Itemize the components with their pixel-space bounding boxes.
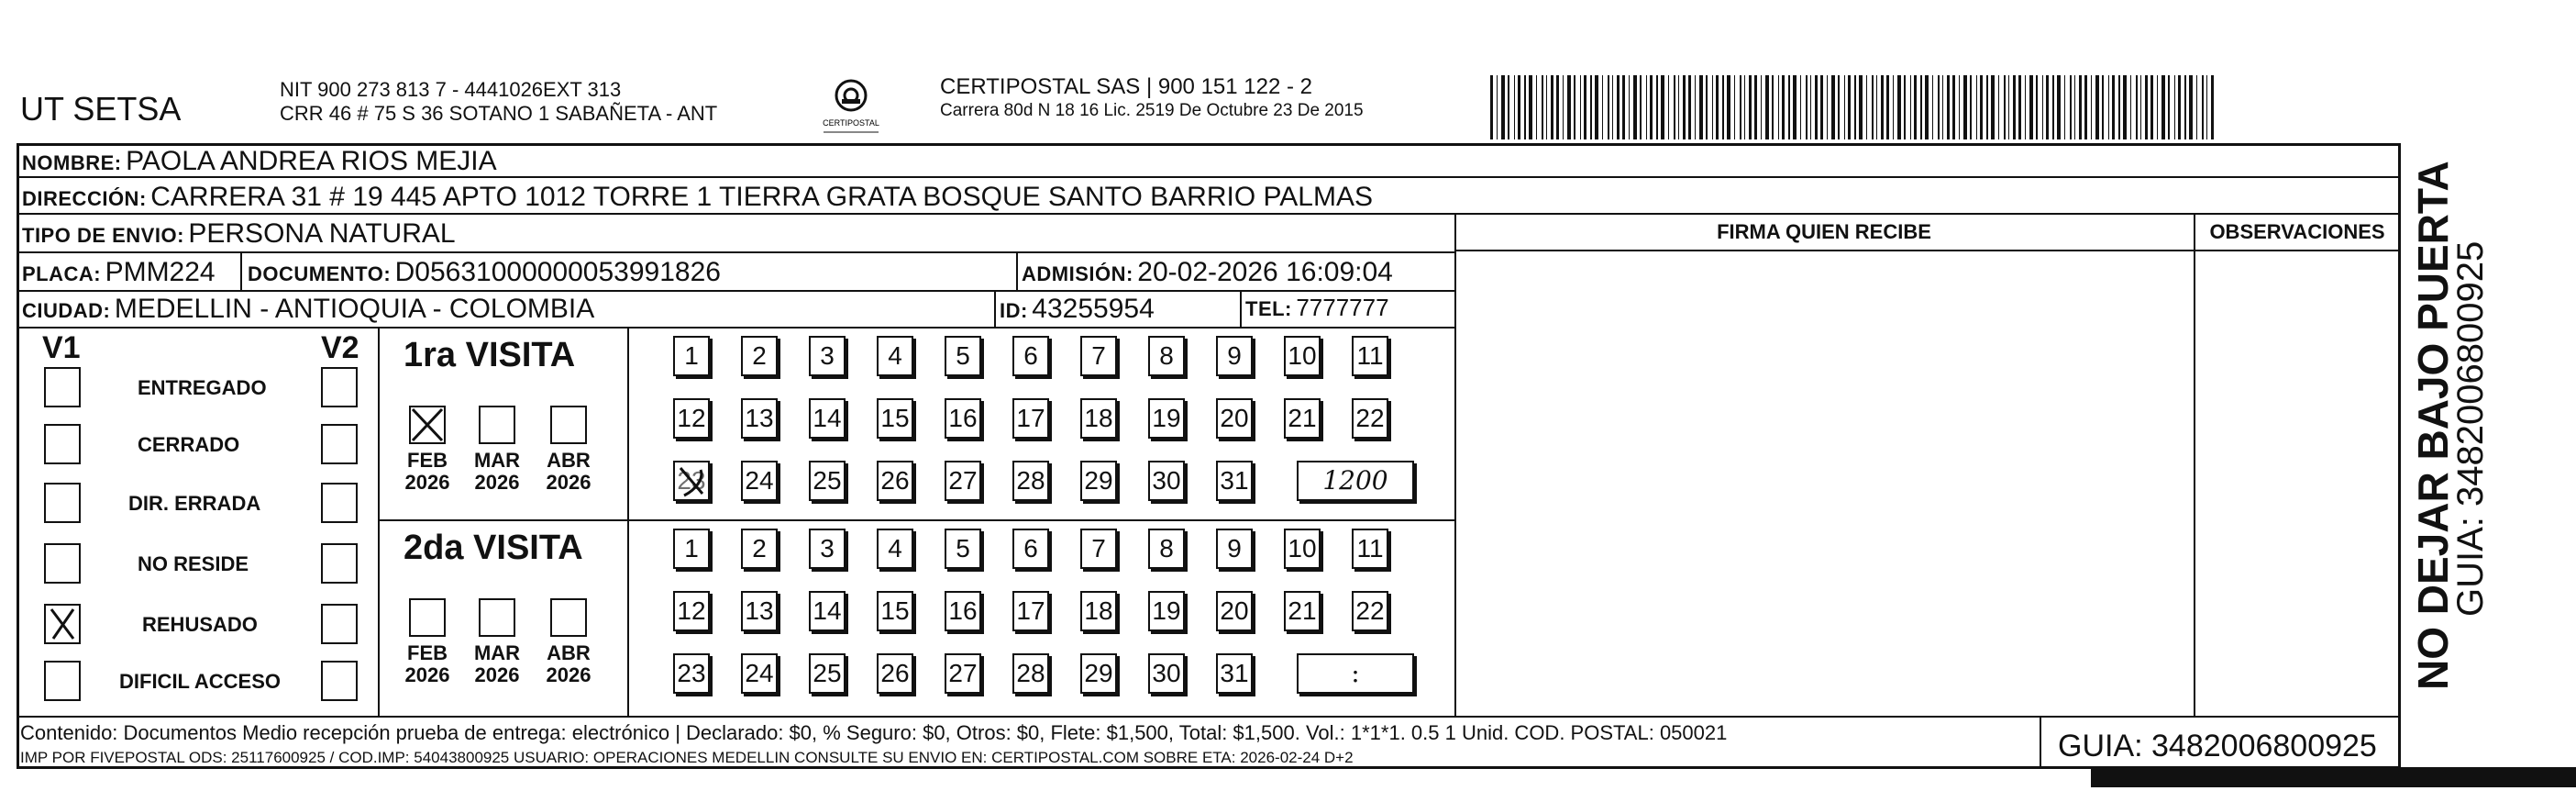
barcode-bar: [1551, 75, 1553, 139]
barcode-bar: [1542, 75, 1543, 139]
month-year: 2026: [404, 471, 450, 494]
barcode-bar: [1938, 75, 1940, 139]
barcode-bar: [1749, 75, 1752, 139]
barcode-bar: [2042, 75, 2043, 139]
barcode-bar: [1970, 75, 1972, 139]
barcode-bar: [1925, 75, 1929, 139]
month-checkbox[interactable]: [550, 406, 587, 444]
day-box[interactable]: 4: [877, 529, 913, 569]
barcode-bar: [1640, 75, 1642, 139]
brand-name: UT SETSA: [20, 90, 182, 128]
barcode-bar: [1727, 75, 1730, 139]
day-box[interactable]: 25: [809, 461, 846, 501]
barcode-bar: [1952, 75, 1955, 139]
ciudad-value: MEDELLIN - ANTIOQUIA - COLOMBIA: [114, 294, 595, 324]
barcode-bar: [1722, 75, 1724, 139]
day-box[interactable]: 17: [1012, 591, 1049, 631]
day-box[interactable]: 2: [741, 529, 778, 569]
month-name: MAR: [473, 449, 521, 472]
barcode-bar: [1893, 75, 1894, 139]
month-label: [470, 642, 525, 686]
barcode-bar: [1668, 75, 1669, 139]
month-name: ABR: [547, 449, 591, 472]
barcode-bar: [2157, 75, 2158, 139]
day-box[interactable]: 16: [945, 398, 981, 439]
tel-value: 7777777: [1296, 294, 1389, 321]
barcode-bar: [1674, 75, 1675, 139]
admision-field: [1022, 257, 1393, 288]
courier-license: Carrera 80d N 18 16 Lic. 2519 De Octubre 23 De 2015: [940, 101, 1364, 120]
day-box[interactable]: 25: [809, 653, 846, 694]
day-box[interactable]: 11: [1352, 336, 1388, 376]
barcode-bar: [1976, 75, 1977, 139]
id-value: 43255954: [1032, 294, 1155, 324]
documento-field: [248, 257, 721, 288]
svg-text:CERTIPOSTAL: CERTIPOSTAL: [823, 118, 879, 128]
barcode-bar: [2112, 75, 2115, 139]
day-box[interactable]: 27: [945, 461, 981, 501]
day-box[interactable]: 1: [673, 529, 710, 569]
direccion-value: CARRERA 31 # 19 445 APTO 1012 TORRE 1 TIERRA GRATA BOSQUE SANTO BARRIO PALMAS: [150, 182, 1373, 212]
edge-shadow: [2091, 767, 2576, 787]
day-box[interactable]: 9: [1216, 529, 1253, 569]
firma-header: FIRMA QUIEN RECIBE: [1717, 220, 1931, 243]
day-box[interactable]: 6: [1012, 336, 1049, 376]
barcode-bar: [1646, 75, 1647, 139]
status-v2-checkbox[interactable]: [321, 661, 358, 701]
status-v2-checkbox[interactable]: [321, 367, 358, 407]
barcode-bar: [1712, 75, 1713, 139]
day-box[interactable]: 21: [1284, 591, 1321, 631]
barcode-bar: [1782, 75, 1785, 139]
barcode-bar: [1947, 75, 1950, 139]
barcode-bar: [1897, 75, 1901, 139]
barcode-bar: [1508, 75, 1509, 139]
day-box[interactable]: 12: [673, 398, 710, 439]
barcode: [1490, 75, 2219, 139]
day-box[interactable]: 23: [673, 653, 710, 694]
nombre-value: PAOLA ANDREA RIOS MEJIA: [126, 146, 497, 176]
barcode-bar: [1678, 75, 1679, 139]
day-box[interactable]: 6: [1012, 529, 1049, 569]
month-checkbox[interactable]: [479, 406, 515, 444]
barcode-bar: [1602, 75, 1603, 139]
barcode-bar: [2140, 75, 2141, 139]
day-box[interactable]: 26: [877, 461, 913, 501]
month-label: [470, 450, 525, 494]
day-box[interactable]: 31: [1216, 461, 1253, 501]
barcode-bar: [1661, 75, 1664, 139]
day-box[interactable]: 8: [1148, 336, 1185, 376]
barcode-bar: [1932, 75, 1933, 139]
status-v2-checkbox[interactable]: [321, 483, 358, 523]
barcode-bar: [2074, 75, 2075, 139]
barcode-bar: [1656, 75, 1658, 139]
day-box[interactable]: 10: [1284, 529, 1321, 569]
barcode-bar: [1920, 75, 1922, 139]
barcode-bar: [1963, 75, 1967, 139]
barcode-bar: [1608, 75, 1609, 139]
admision-label: ADMISIÓN:: [1022, 262, 1133, 285]
day-box[interactable]: 22: [1352, 591, 1388, 631]
barcode-bar: [1650, 75, 1653, 139]
month-checkbox[interactable]: [409, 406, 446, 444]
day-box[interactable]: 18: [1080, 398, 1117, 439]
observaciones-header: OBSERVACIONES: [2209, 220, 2385, 243]
tipo-envio-row: [22, 218, 456, 250]
status-v1-checkbox[interactable]: [44, 543, 81, 584]
barcode-bar: [2211, 75, 2214, 139]
placa-value: PMM224: [105, 257, 216, 287]
barcode-bar: [1699, 75, 1703, 139]
day-box[interactable]: 5: [945, 529, 981, 569]
status-label: CERRADO: [138, 433, 240, 456]
day-box[interactable]: 5: [945, 336, 981, 376]
barcode-bar: [1876, 75, 1877, 139]
barcode-bar: [2206, 75, 2207, 139]
time-box[interactable]: :: [1297, 653, 1414, 694]
barcode-bar: [1617, 75, 1620, 139]
month-name: ABR: [547, 641, 591, 664]
day-box[interactable]: 24: [741, 653, 778, 694]
barcode-bar: [1806, 75, 1808, 139]
status-v2-checkbox[interactable]: [321, 604, 358, 644]
day-box[interactable]: 19: [1148, 591, 1185, 631]
barcode-bar: [2013, 75, 2016, 139]
day-box[interactable]: 27: [945, 653, 981, 694]
month-label: [400, 450, 455, 494]
day-box[interactable]: 18: [1080, 591, 1117, 631]
barcode-bar: [1567, 75, 1571, 139]
barcode-bar: [2130, 75, 2131, 139]
barcode-bar: [1831, 75, 1835, 139]
placa-field: [22, 257, 216, 288]
day-box[interactable]: 28: [1012, 653, 1049, 694]
barcode-bar: [1800, 75, 1801, 139]
barcode-bar: [1706, 75, 1708, 139]
barcode-bar: [1584, 75, 1587, 139]
direccion-label: DIRECCIÓN:: [22, 187, 147, 210]
day-box[interactable]: 14: [809, 398, 846, 439]
barcode-bar: [1872, 75, 1874, 139]
day-box[interactable]: 19: [1148, 398, 1185, 439]
barcode-bar: [2029, 75, 2033, 139]
day-box[interactable]: 20: [1216, 591, 1253, 631]
barcode-bar: [1563, 75, 1564, 139]
month-checkbox[interactable]: [479, 598, 515, 637]
barcode-bar: [2036, 75, 2038, 139]
barcode-bar: [1754, 75, 1757, 139]
barcode-bar: [2004, 75, 2006, 139]
barcode-bar: [1820, 75, 1823, 139]
admision-value: 20-02-2026 16:09:04: [1137, 257, 1393, 287]
day-box[interactable]: 20: [1216, 398, 1253, 439]
day-box[interactable]: 4: [877, 336, 913, 376]
month-checkbox[interactable]: [409, 598, 446, 637]
barcode-bar: [2025, 75, 2026, 139]
barcode-bar: [2150, 75, 2153, 139]
month-year: 2026: [474, 471, 520, 494]
barcode-bar: [1716, 75, 1719, 139]
barcode-bar: [1959, 75, 1960, 139]
sender-address: CRR 46 # 75 S 36 SOTANO 1 SABAÑETA - ANT: [280, 102, 718, 125]
nombre-row: [22, 146, 497, 177]
day-box[interactable]: 16: [945, 591, 981, 631]
direccion-row: [22, 182, 1373, 213]
nombre-label: NOMBRE:: [22, 151, 122, 174]
status-label: NO RESIDE: [138, 552, 249, 575]
day-box[interactable]: 9: [1216, 336, 1253, 376]
status-v2-checkbox[interactable]: [321, 543, 358, 584]
day-box[interactable]: 30: [1148, 653, 1185, 694]
ciudad-field: [22, 294, 594, 325]
day-box[interactable]: 30: [1148, 461, 1185, 501]
tel-field: [1245, 294, 1389, 322]
barcode-bar: [1991, 75, 1995, 139]
barcode-bar: [1986, 75, 1988, 139]
barcode-bar: [1629, 75, 1630, 139]
day-box[interactable]: 13: [741, 398, 778, 439]
month-year: 2026: [546, 663, 591, 686]
barcode-bar: [1765, 75, 1769, 139]
v1-header: V1: [42, 330, 81, 365]
day-box[interactable]: 1: [673, 336, 710, 376]
barcode-bar: [1859, 75, 1863, 139]
barcode-bar: [2178, 75, 2181, 139]
tel-label: TEL:: [1245, 297, 1292, 320]
barcode-bar: [1580, 75, 1581, 139]
barcode-bar: [1740, 75, 1741, 139]
placa-label: PLACA:: [22, 262, 102, 285]
month-name: FEB: [407, 641, 448, 664]
status-v1-checkbox[interactable]: [44, 661, 81, 701]
barcode-bar: [1980, 75, 1983, 139]
barcode-bar: [2046, 75, 2049, 139]
status-v1-checkbox[interactable]: [44, 367, 81, 407]
barcode-bar: [2064, 75, 2065, 139]
documento-label: DOCUMENTO:: [248, 262, 392, 285]
barcode-bar: [1793, 75, 1797, 139]
barcode-bar: [1761, 75, 1762, 139]
month-name: MAR: [473, 641, 521, 664]
id-label: ID:: [1000, 299, 1028, 322]
barcode-bar: [2070, 75, 2072, 139]
status-v2-checkbox[interactable]: [321, 424, 358, 464]
day-box[interactable]: 12: [673, 591, 710, 631]
barcode-bar: [2079, 75, 2082, 139]
barcode-bar: [1838, 75, 1840, 139]
barcode-bar: [1683, 75, 1686, 139]
status-v1-checkbox[interactable]: [44, 424, 81, 464]
day-box[interactable]: 14: [809, 591, 846, 631]
barcode-bar: [2008, 75, 2009, 139]
barcode-bar: [2018, 75, 2021, 139]
side-guia: GUIA: 3482006800925: [2450, 240, 2491, 617]
certipostal-logo: [814, 75, 888, 139]
day-box[interactable]: 26: [877, 653, 913, 694]
day-box[interactable]: 29: [1080, 461, 1117, 501]
month-label: [400, 642, 455, 686]
day-box[interactable]: 28: [1012, 461, 1049, 501]
barcode-bar: [1590, 75, 1592, 139]
month-name: FEB: [407, 449, 448, 472]
month-year: 2026: [404, 663, 450, 686]
barcode-bar: [1536, 75, 1537, 139]
day-box[interactable]: 21: [1284, 398, 1321, 439]
barcode-bar: [1998, 75, 1999, 139]
barcode-bar: [1848, 75, 1851, 139]
day-box[interactable]: 17: [1012, 398, 1049, 439]
barcode-bar: [1688, 75, 1691, 139]
barcode-bar: [1595, 75, 1598, 139]
barcode-bar: [2091, 75, 2092, 139]
barcode-bar: [1914, 75, 1917, 139]
day-box[interactable]: 31: [1216, 653, 1253, 694]
barcode-bar: [1866, 75, 1867, 139]
day-box[interactable]: 22: [1352, 398, 1388, 439]
day-box[interactable]: 2: [741, 336, 778, 376]
day-box[interactable]: 3: [809, 529, 846, 569]
status-label: ENTREGADO: [138, 376, 267, 399]
day-box[interactable]: 15: [877, 591, 913, 631]
sender-info: [280, 78, 717, 126]
barcode-bar: [1501, 75, 1505, 139]
visit-title: 1ra VISITA: [404, 336, 576, 374]
barcode-bar: [2196, 75, 2197, 139]
sender-nit: NIT 900 273 813 7 - 4441026EXT 313: [280, 78, 622, 101]
courier-info: [940, 75, 1364, 123]
status-label: DIFICIL ACCESO: [119, 670, 282, 693]
day-box[interactable]: 11: [1352, 529, 1388, 569]
status-v1-checkbox[interactable]: [44, 483, 81, 523]
barcode-bar: [2145, 75, 2148, 139]
barcode-bar: [2202, 75, 2204, 139]
barcode-bar: [2123, 75, 2127, 139]
barcode-bar: [1854, 75, 1856, 139]
barcode-bar: [1815, 75, 1818, 139]
day-box[interactable]: 10: [1284, 336, 1321, 376]
day-box[interactable]: 8: [1148, 529, 1185, 569]
barcode-bar: [1844, 75, 1845, 139]
barcode-bar: [1904, 75, 1906, 139]
barcode-bar: [2174, 75, 2175, 139]
day-box[interactable]: 29: [1080, 653, 1117, 694]
barcode-bar: [2084, 75, 2087, 139]
barcode-bar: [1529, 75, 1532, 139]
barcode-bar: [2095, 75, 2099, 139]
id-field: [1000, 294, 1155, 325]
documento-value: D05631000000053991826: [394, 257, 721, 287]
barcode-bar: [1556, 75, 1559, 139]
day-box[interactable]: 13: [741, 591, 778, 631]
day-number: 23: [677, 466, 706, 495]
month-year: 2026: [546, 471, 591, 494]
barcode-bar: [1910, 75, 1911, 139]
barcode-bar: [1827, 75, 1828, 139]
barcode-bar: [1772, 75, 1774, 139]
ciudad-label: CIUDAD:: [22, 299, 111, 322]
barcode-bar: [1518, 75, 1520, 139]
month-checkbox[interactable]: [550, 598, 587, 637]
month-label: [541, 450, 596, 494]
barcode-bar: [1622, 75, 1625, 139]
barcode-bar: [1612, 75, 1613, 139]
status-v1-checkbox[interactable]: [44, 604, 81, 644]
barcode-bar: [1778, 75, 1779, 139]
barcode-bar: [1695, 75, 1696, 139]
barcode-bar: [1497, 75, 1498, 139]
barcode-bar: [1574, 75, 1575, 139]
day-box[interactable]: 24: [741, 461, 778, 501]
month-label: [541, 642, 596, 686]
courier-name: CERTIPOSTAL SAS | 900 151 122 - 2: [940, 74, 1312, 99]
footer-guia: GUIA: 3482006800925: [2058, 729, 2377, 763]
tipo-envio-label: TIPO DE ENVIO:: [22, 224, 184, 247]
side-warning: NO DEJAR BAJO PUERTA: [2409, 161, 2457, 690]
day-box[interactable]: 7: [1080, 529, 1117, 569]
barcode-bar: [2136, 75, 2138, 139]
barcode-bar: [1514, 75, 1515, 139]
day-box[interactable]: 3: [809, 336, 846, 376]
v2-header: V2: [321, 330, 359, 365]
day-box[interactable]: 15: [877, 398, 913, 439]
barcode-bar: [2168, 75, 2170, 139]
month-year: 2026: [474, 663, 520, 686]
barcode-bar: [1744, 75, 1745, 139]
signature-area[interactable]: [1458, 253, 2192, 712]
barcode-bar: [2184, 75, 2186, 139]
barcode-bar: [1490, 75, 1493, 139]
barcode-bar: [1524, 75, 1526, 139]
barcode-bar: [2102, 75, 2104, 139]
barcode-bar: [1546, 75, 1547, 139]
barcode-bar: [1942, 75, 1943, 139]
visit-title: 2da VISITA: [404, 529, 583, 567]
status-label: DIR. ERRADA: [128, 492, 261, 515]
tipo-envio-value: PERSONA NATURAL: [188, 218, 456, 249]
barcode-bar: [2189, 75, 2193, 139]
footer-print-info: IMP POR FIVEPOSTAL ODS: 25117600925 / COD.IMP: 54043800925 USUARIO: OPERACIONES MEDELLIN CONSULTE SU ENVIO EN: CERTIPOSTAL.COM SOBRE ETA: 2026-02-24 D+2: [20, 749, 1354, 766]
day-box[interactable]: 7: [1080, 336, 1117, 376]
barcode-bar: [2108, 75, 2109, 139]
barcode-bar: [1881, 75, 1884, 139]
footer-content: Contenido: Documentos Medio recepción prueba de entrega: electrónico | Declarado: $0, % Seguro: $0, Otros: $0, Flete: $1,500, Total: $1,500. Vol.: 1*1*1. 0.5 1 Unid. COD. POSTAL: 050021: [20, 721, 1728, 744]
barcode-bar: [2052, 75, 2054, 139]
status-label: REHUSADO: [142, 613, 258, 636]
barcode-bar: [2161, 75, 2165, 139]
observations-area[interactable]: [2197, 253, 2399, 712]
barcode-bar: [1886, 75, 1889, 139]
barcode-bar: [2118, 75, 2120, 139]
time-box[interactable]: 1200: [1297, 461, 1414, 501]
barcode-bar: [1810, 75, 1811, 139]
barcode-bar: [2057, 75, 2061, 139]
day-box[interactable]: [673, 461, 710, 501]
barcode-bar: [1734, 75, 1735, 139]
barcode-bar: [1788, 75, 1790, 139]
barcode-bar: [1633, 75, 1637, 139]
